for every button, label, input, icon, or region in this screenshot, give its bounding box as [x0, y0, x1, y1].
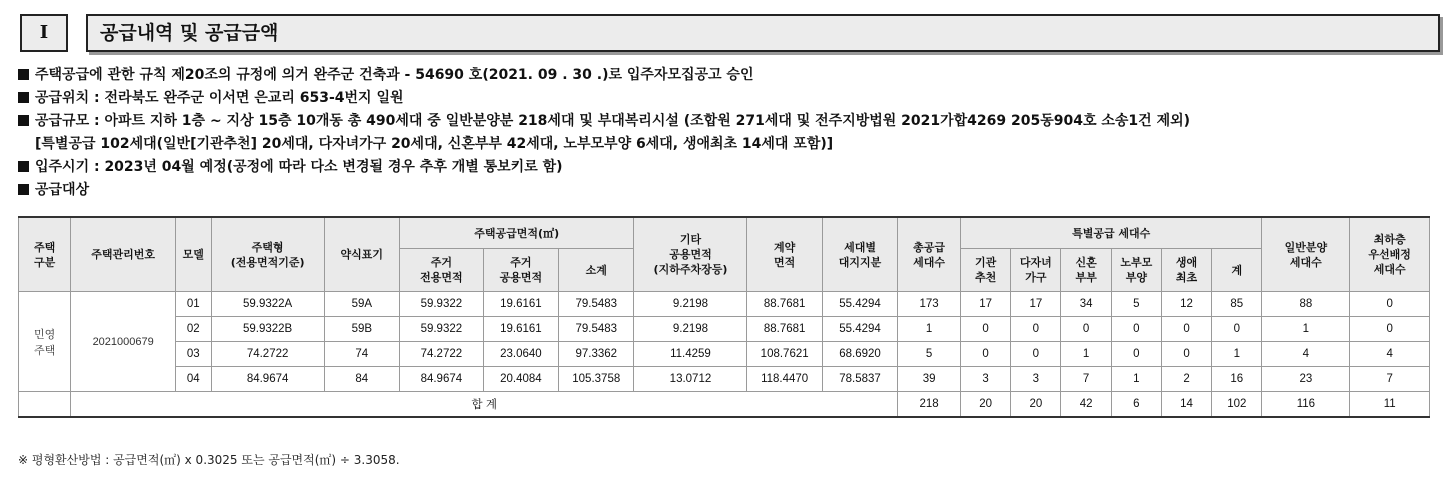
header-land-share: 세대별 대지지분 — [822, 217, 897, 292]
subtotal-cell: 79.5483 — [559, 292, 634, 317]
multi-child-cell: 0 — [1011, 317, 1061, 342]
first-life-cell: 2 — [1161, 367, 1211, 392]
header-mgmt-no: 주택관리번호 — [71, 217, 176, 292]
special-sum-cell: 102 — [1212, 392, 1262, 418]
newlywed-cell: 34 — [1061, 292, 1111, 317]
other-common-cell: 9.2198 — [634, 292, 747, 317]
header-special-sum: 계 — [1212, 249, 1262, 292]
special-sum-cell: 1 — [1212, 342, 1262, 367]
type-cell: 59.9322A — [211, 292, 324, 317]
elderly-cell: 0 — [1111, 317, 1161, 342]
lowest-floor-cell: 4 — [1350, 342, 1430, 367]
total-row — [19, 392, 1430, 418]
header-supply-area: 주택공급면적(㎡) — [399, 217, 633, 249]
square-bullet-icon — [18, 184, 29, 195]
other-common-cell: 11.4259 — [634, 342, 747, 367]
contract-area-cell: 88.7681 — [747, 317, 822, 342]
header-elderly: 노부모 부양 — [1111, 249, 1161, 292]
type-cell: 84.9674 — [211, 367, 324, 392]
contract-area-cell: 118.4470 — [747, 367, 822, 392]
contract-area-cell: 88.7681 — [747, 292, 822, 317]
abbr-cell: 59B — [324, 317, 399, 342]
newlywed-cell: 7 — [1061, 367, 1111, 392]
header-other-common: 기타 공용면적 (지하주차장등) — [634, 217, 747, 292]
private-area-cell: 59.9322 — [399, 292, 483, 317]
subtotal-cell: 105.3758 — [559, 367, 634, 392]
square-bullet-icon — [18, 92, 29, 103]
private-area-cell: 59.9322 — [399, 317, 483, 342]
newlywed-cell: 0 — [1061, 317, 1111, 342]
institution-cell: 17 — [961, 292, 1011, 317]
lowest-floor-cell: 0 — [1350, 292, 1430, 317]
header-abbr: 약식표기 — [324, 217, 399, 292]
header-kind: 주택 구분 — [19, 217, 71, 292]
header-private-area: 주거 전용면적 — [399, 249, 483, 292]
total-units-cell: 5 — [898, 342, 961, 367]
info-line-special-supply: [특별공급 102세대(일반[기관추천] 20세대, 다자녀가구 20세대, 신혼부부 42세대, 노부모부양 6세대, 생애최초 14세대 포함)] — [35, 136, 834, 152]
header-lowest-floor: 최하층 우선배정 세대수 — [1350, 217, 1430, 292]
special-sum-cell: 0 — [1212, 317, 1262, 342]
table-row — [19, 367, 1430, 392]
mgmt-no-cell: 2021000679 — [71, 292, 176, 392]
land-share-cell: 55.4294 — [822, 317, 897, 342]
common-area-cell: 19.6161 — [483, 317, 558, 342]
institution-cell: 0 — [961, 342, 1011, 367]
header-total-units: 총공급 세대수 — [898, 217, 961, 292]
conversion-note: ※ 평형환산방법 : 공급면적(㎡) x 0.3025 또는 공급면적(㎡) ÷ 3.3058. — [18, 453, 400, 467]
subtotal-cell: 97.3362 — [559, 342, 634, 367]
contract-area-cell: 108.7621 — [747, 342, 822, 367]
elderly-cell: 1 — [1111, 367, 1161, 392]
section-header — [20, 14, 1428, 52]
header-institution: 기관 추천 — [961, 249, 1011, 292]
info-line-scale: 공급규모 : 아파트 지하 1층 ~ 지상 15층 10개동 총 490세대 중 일반분양분 218세대 및 부대복리시설 (조합원 271세대 및 전주지방법원 2021가합4269 205동904호 소송1건 제외) — [18, 110, 1438, 133]
supply-table — [18, 216, 1430, 418]
common-area-cell: 19.6161 — [483, 292, 558, 317]
info-line-move-in: 입주시기 : 2023년 04월 예정(공정에 따라 다소 변경될 경우 추후 개별 통보키로 함) — [18, 156, 1438, 179]
model-cell: 01 — [176, 292, 212, 317]
first-life-cell: 0 — [1161, 317, 1211, 342]
square-bullet-icon — [18, 69, 29, 80]
info-line-location: 공급위치 : 전라북도 완주군 이서면 은교리 653-4번지 일원 — [18, 87, 1438, 110]
type-cell: 74.2722 — [211, 342, 324, 367]
lowest-floor-cell: 0 — [1350, 317, 1430, 342]
housing-kind-cell: 민영 주택 — [19, 292, 71, 392]
table-row — [19, 292, 1430, 317]
common-area-cell: 20.4084 — [483, 367, 558, 392]
model-cell: 03 — [176, 342, 212, 367]
header-multi-child: 다자녀 가구 — [1011, 249, 1061, 292]
table-row — [19, 317, 1430, 342]
header-newlywed: 신혼 부부 — [1061, 249, 1111, 292]
general-cell: 88 — [1262, 292, 1350, 317]
lowest-floor-cell: 7 — [1350, 367, 1430, 392]
multi-child-cell: 3 — [1011, 367, 1061, 392]
header-common-area: 주거 공용면적 — [483, 249, 558, 292]
type-cell: 59.9322B — [211, 317, 324, 342]
general-cell: 23 — [1262, 367, 1350, 392]
first-life-cell: 12 — [1161, 292, 1211, 317]
multi-child-cell: 20 — [1011, 392, 1061, 418]
other-common-cell: 13.0712 — [634, 367, 747, 392]
elderly-cell: 0 — [1111, 342, 1161, 367]
table-row — [19, 342, 1430, 367]
total-units-cell: 1 — [898, 317, 961, 342]
elderly-cell: 5 — [1111, 292, 1161, 317]
newlywed-cell: 42 — [1061, 392, 1111, 418]
land-share-cell: 78.5837 — [822, 367, 897, 392]
institution-cell: 0 — [961, 317, 1011, 342]
header-type: 주택형 (전용면적기준) — [211, 217, 324, 292]
private-area-cell: 84.9674 — [399, 367, 483, 392]
info-list — [18, 64, 1438, 202]
other-common-cell: 9.2198 — [634, 317, 747, 342]
private-area-cell: 74.2722 — [399, 342, 483, 367]
info-line-approval: 주택공급에 관한 규칙 제20조의 규정에 의거 완주군 건축과 - 54690 호(2021. 09 . 30 .)로 입주자모집공고 승인 — [18, 64, 1438, 87]
lowest-floor-cell: 11 — [1350, 392, 1430, 418]
section-title: 공급내역 및 공급금액 — [86, 14, 1440, 52]
general-cell: 4 — [1262, 342, 1350, 367]
general-cell: 116 — [1262, 392, 1350, 418]
header-general: 일반분양 세대수 — [1262, 217, 1350, 292]
total-units-cell: 39 — [898, 367, 961, 392]
subtotal-cell: 79.5483 — [559, 317, 634, 342]
general-cell: 1 — [1262, 317, 1350, 342]
land-share-cell: 68.6920 — [822, 342, 897, 367]
total-label: 합 계 — [71, 392, 898, 418]
land-share-cell: 55.4294 — [822, 292, 897, 317]
institution-cell: 3 — [961, 367, 1011, 392]
header-model: 모델 — [176, 217, 212, 292]
header-first-life: 생애 최초 — [1161, 249, 1211, 292]
info-line-target: 공급대상 — [18, 179, 1438, 202]
first-life-cell: 0 — [1161, 342, 1211, 367]
first-life-cell: 14 — [1161, 392, 1211, 418]
model-cell: 02 — [176, 317, 212, 342]
section-number: I — [20, 14, 68, 52]
header-special: 특별공급 세대수 — [961, 217, 1262, 249]
common-area-cell: 23.0640 — [483, 342, 558, 367]
newlywed-cell: 1 — [1061, 342, 1111, 367]
total-units-cell: 218 — [898, 392, 961, 418]
special-sum-cell: 16 — [1212, 367, 1262, 392]
header-subtotal: 소계 — [559, 249, 634, 292]
multi-child-cell: 0 — [1011, 342, 1061, 367]
model-cell: 04 — [176, 367, 212, 392]
special-sum-cell: 85 — [1212, 292, 1262, 317]
total-blank-cell — [19, 392, 71, 418]
square-bullet-icon — [18, 161, 29, 172]
institution-cell: 20 — [961, 392, 1011, 418]
header-contract-area: 계약 면적 — [747, 217, 822, 292]
multi-child-cell: 17 — [1011, 292, 1061, 317]
abbr-cell: 84 — [324, 367, 399, 392]
elderly-cell: 6 — [1111, 392, 1161, 418]
total-units-cell: 173 — [898, 292, 961, 317]
square-bullet-icon — [18, 115, 29, 126]
abbr-cell: 74 — [324, 342, 399, 367]
abbr-cell: 59A — [324, 292, 399, 317]
